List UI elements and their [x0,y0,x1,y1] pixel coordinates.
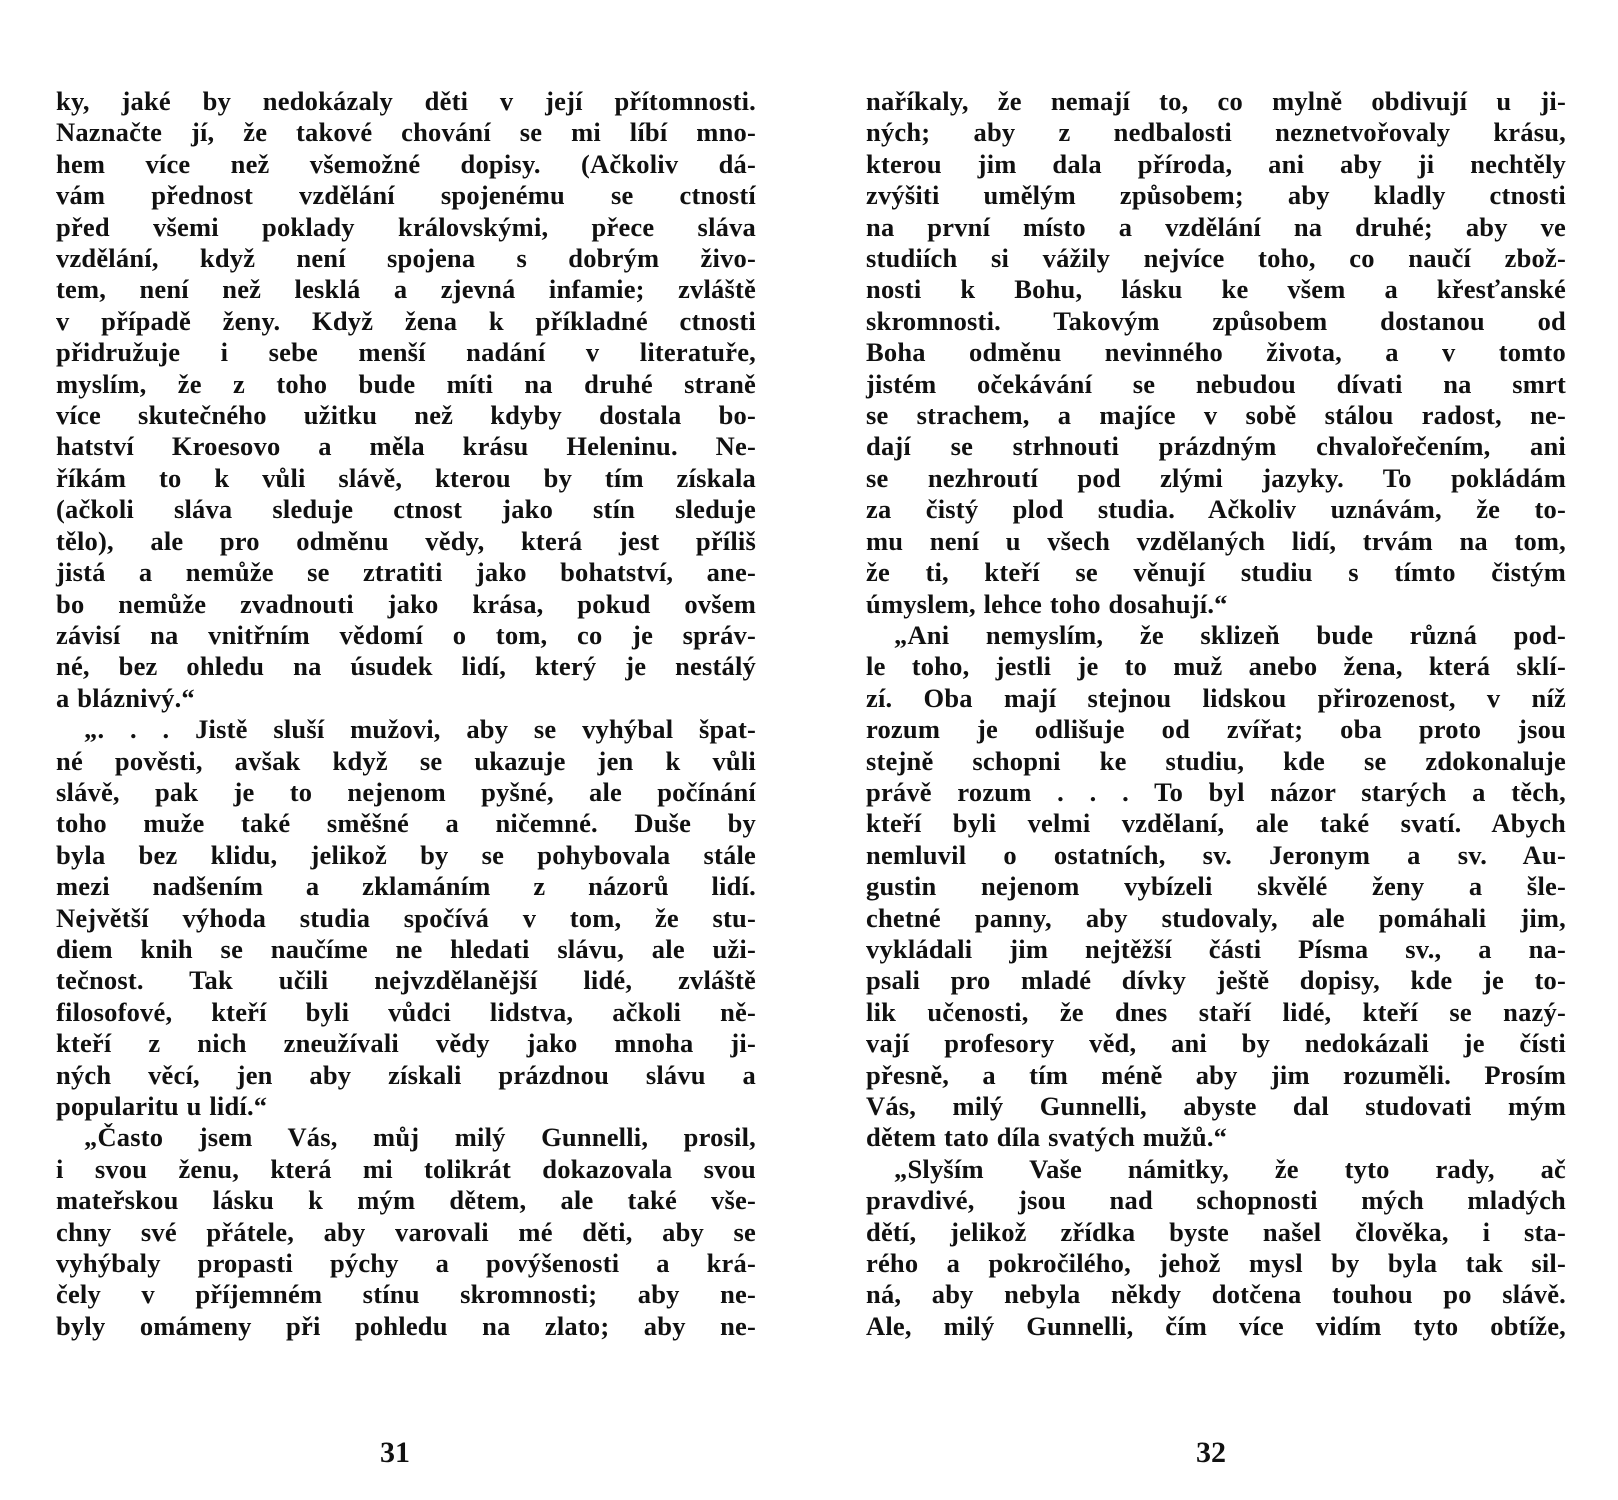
text-line: skromnosti. Takovým způsobem dostanou od [866,305,1566,336]
text-line: chetné panny, aby studovaly, ale pomáhali jim, [866,902,1566,933]
text-line: lik učenosti, že dnes staří lidé, kteří se nazý- [866,996,1566,1027]
text-line: diem knih se naučíme ne hledati slávu, ale uži- [56,933,756,964]
text-line: rozum je odlišuje od zvířat; oba proto jsou [866,714,1566,745]
text-line: toho muže také směšné a ničemné. Duše by [56,808,756,839]
text-line: přesně, a tím méně aby jim rozuměli. Prosím [866,1059,1566,1090]
text-line: „Ani nemyslím, že sklizeň bude různá pod- [894,619,1566,650]
text-line: v případě ženy. Když žena k příkladné ctnosti [56,305,756,336]
text-line: říkám to k vůli slávě, kterou by tím získala [56,462,756,493]
text-line: (ačkoli sláva sleduje ctnost jako stín sleduje [56,494,756,525]
text-line: né, bez ohledu na úsudek lidí, který je nestálý [56,651,756,682]
text-line: i svou ženu, která mi tolikrát dokazovala svou [56,1153,756,1184]
text-line: stejně schopni ke studiu, kde se zdokonaluje [866,745,1566,776]
text-line: studiích si vážily nejvíce toho, co naučí zbož- [866,243,1566,274]
text-line: a bláznivý.“ [56,682,195,713]
text-line: před všemi poklady královskými, přece sláva [56,211,756,242]
text-line: vám přednost vzdělání spojenému se ctností [56,180,756,211]
text-line: le toho, jestli je to muž anebo žena, která sklí- [866,651,1566,682]
text-line: se nezhroutí pod zlými jazyky. To pokládám [866,462,1566,493]
text-line: pravdivé, jsou nad schopnosti mých mladých [866,1185,1566,1216]
text-line: za čistý plod studia. Ačkoliv uznávám, že to- [866,494,1566,525]
right-page-text [866,86,1566,1342]
text-line: že ti, kteří se věnují studiu s tímto čistým [866,557,1566,588]
text-line: Ale, milý Gunnelli, čím více vidím tyto obtíže, [866,1310,1566,1341]
text-line: dětem tato díla svatých mužů.“ [866,1122,1228,1153]
text-line: naříkaly, že nemají to, co mylně obdivují u ji- [866,86,1566,116]
text-line: byly omámeny při pohledu na zlato; aby ne- [56,1310,756,1341]
right-page [866,86,1566,1342]
text-line: Boha odměnu nevinného života, a v tomto [866,337,1566,368]
text-line: chny své přátele, aby varovali mé děti, aby se [56,1216,756,1247]
page-number-left: 31 [380,1436,410,1469]
text-line: ných věcí, jen aby získali prázdnou slávu a [56,1059,756,1090]
text-line: nosti k Bohu, lásku ke všem a křesťanské [866,274,1566,305]
page-number-right: 32 [1196,1436,1226,1469]
text-line: ných; aby z nedbalosti neznetvořovaly krásu, [866,117,1566,148]
text-line: né pověsti, avšak když se ukazuje jen k vůli [56,745,756,776]
text-line: čely v příjemném stínu skromnosti; aby ne- [56,1279,756,1310]
text-line: více skutečného užitku než kdyby dostala bo- [56,400,756,431]
text-line: se strachem, a majíce v sobě stálou radost, ne- [866,400,1566,431]
text-line: tečnost. Tak učili nejvzdělanější lidé, zvláště [56,965,756,996]
text-line: vykládali jim nejtěžší části Písma sv., a na- [866,933,1566,964]
text-line: hatství Kroesovo a měla krásu Heleninu. Ne- [56,431,756,462]
text-line: právě rozum . . . To byl názor starých a těch, [866,776,1566,807]
text-line: „Často jsem Vás, můj milý Gunnelli, prosil, [84,1122,756,1153]
text-line: filosofové, kteří byli vůdci lidstva, ačkoli ně- [56,996,756,1027]
text-line: tělo), ale pro odměnu vědy, která jest příliš [56,525,756,556]
text-line: úmyslem, lehce toho dosahují.“ [866,588,1228,619]
text-line: mezi nadšením a zklamáním z názorů lidí. [56,871,756,902]
text-line: jistá a nemůže se ztratiti jako bohatství, ane- [56,557,756,588]
text-line: bo nemůže zvadnouti jako krása, pokud ovšem [56,588,756,619]
text-line: kteří z nich zneužívali vědy jako mnoha ji- [56,1028,756,1059]
text-line: myslím, že z toho bude míti na druhé straně [56,368,756,399]
text-line: dětí, jelikož zřídka byste našel člověka, i sta- [866,1216,1566,1247]
text-line: popularitu u lidí.“ [56,1091,268,1121]
text-line: ky, jaké by nedokázaly děti v její přítomnosti. [56,86,756,116]
text-line: vzdělání, když není spojena s dobrým živo- [56,243,756,274]
text-line: závisí na vnitřním vědomí o tom, co je správ- [56,619,756,650]
text-line: slávě, pak je to nejenom pyšné, ale počínání [56,776,756,807]
text-line: vyhýbaly propasti pýchy a povýšenosti a krá- [56,1248,756,1279]
text-line: byla bez klidu, jelikož by se pohybovala stále [56,839,756,870]
text-line: na první místo a vzdělání na druhé; aby ve [866,211,1566,242]
text-line: kteří byli velmi vzdělaní, ale také svatí. Abych [866,808,1566,839]
text-line: nemluvil o ostatních, sv. Jeronym a sv. Au- [866,839,1566,870]
text-line: rého a pokročilého, jehož mysl by byla tak sil- [866,1248,1566,1279]
left-page-text [56,86,756,1342]
left-page [56,86,756,1342]
text-line: přidružuje i sebe menší nadání v literatuře, [56,337,756,368]
text-line: Vás, milý Gunnelli, abyste dal studovati mým [866,1091,1566,1121]
text-line: gustin nejenom vybízeli skvělé ženy a šle- [866,871,1566,902]
text-line: „. . . Jistě sluší mužovi, aby se vyhýbal špat- [84,714,756,745]
text-line: kterou jim dala příroda, ani aby ji nechtěly [866,148,1566,179]
text-line: ná, aby nebyla někdy dotčena touhou po slávě. [866,1279,1566,1310]
text-line: psali pro mladé dívky ještě dopisy, kde je to- [866,965,1566,996]
text-line: jistém očekávání se nebudou dívati na smrt [866,368,1566,399]
text-line: Naznačte jí, že takové chování se mi líbí mno- [56,117,756,148]
text-line: mu není u všech vzdělaných lidí, trvám na tom, [866,525,1566,556]
text-line: Největší výhoda studia spočívá v tom, že stu- [56,902,756,933]
text-line: tem, není než lesklá a zjevná infamie; zvláště [56,274,756,305]
text-line: mateřskou lásku k mým dětem, ale také vše- [56,1185,756,1216]
text-line: zvýšiti umělým způsobem; aby kladly ctnosti [866,180,1566,211]
text-line: zí. Oba mají stejnou lidskou přirozenost, v níž [866,682,1566,713]
text-line: vají profesory věd, ani by nedokázali je čísti [866,1028,1566,1059]
text-line: hem více než všemožné dopisy. (Ačkoliv dá- [56,148,756,179]
text-line: „Slyším Vaše námitky, že tyto rady, ač [894,1153,1566,1184]
text-line: dají se strhnouti prázdným chvalořečením, ani [866,431,1566,462]
